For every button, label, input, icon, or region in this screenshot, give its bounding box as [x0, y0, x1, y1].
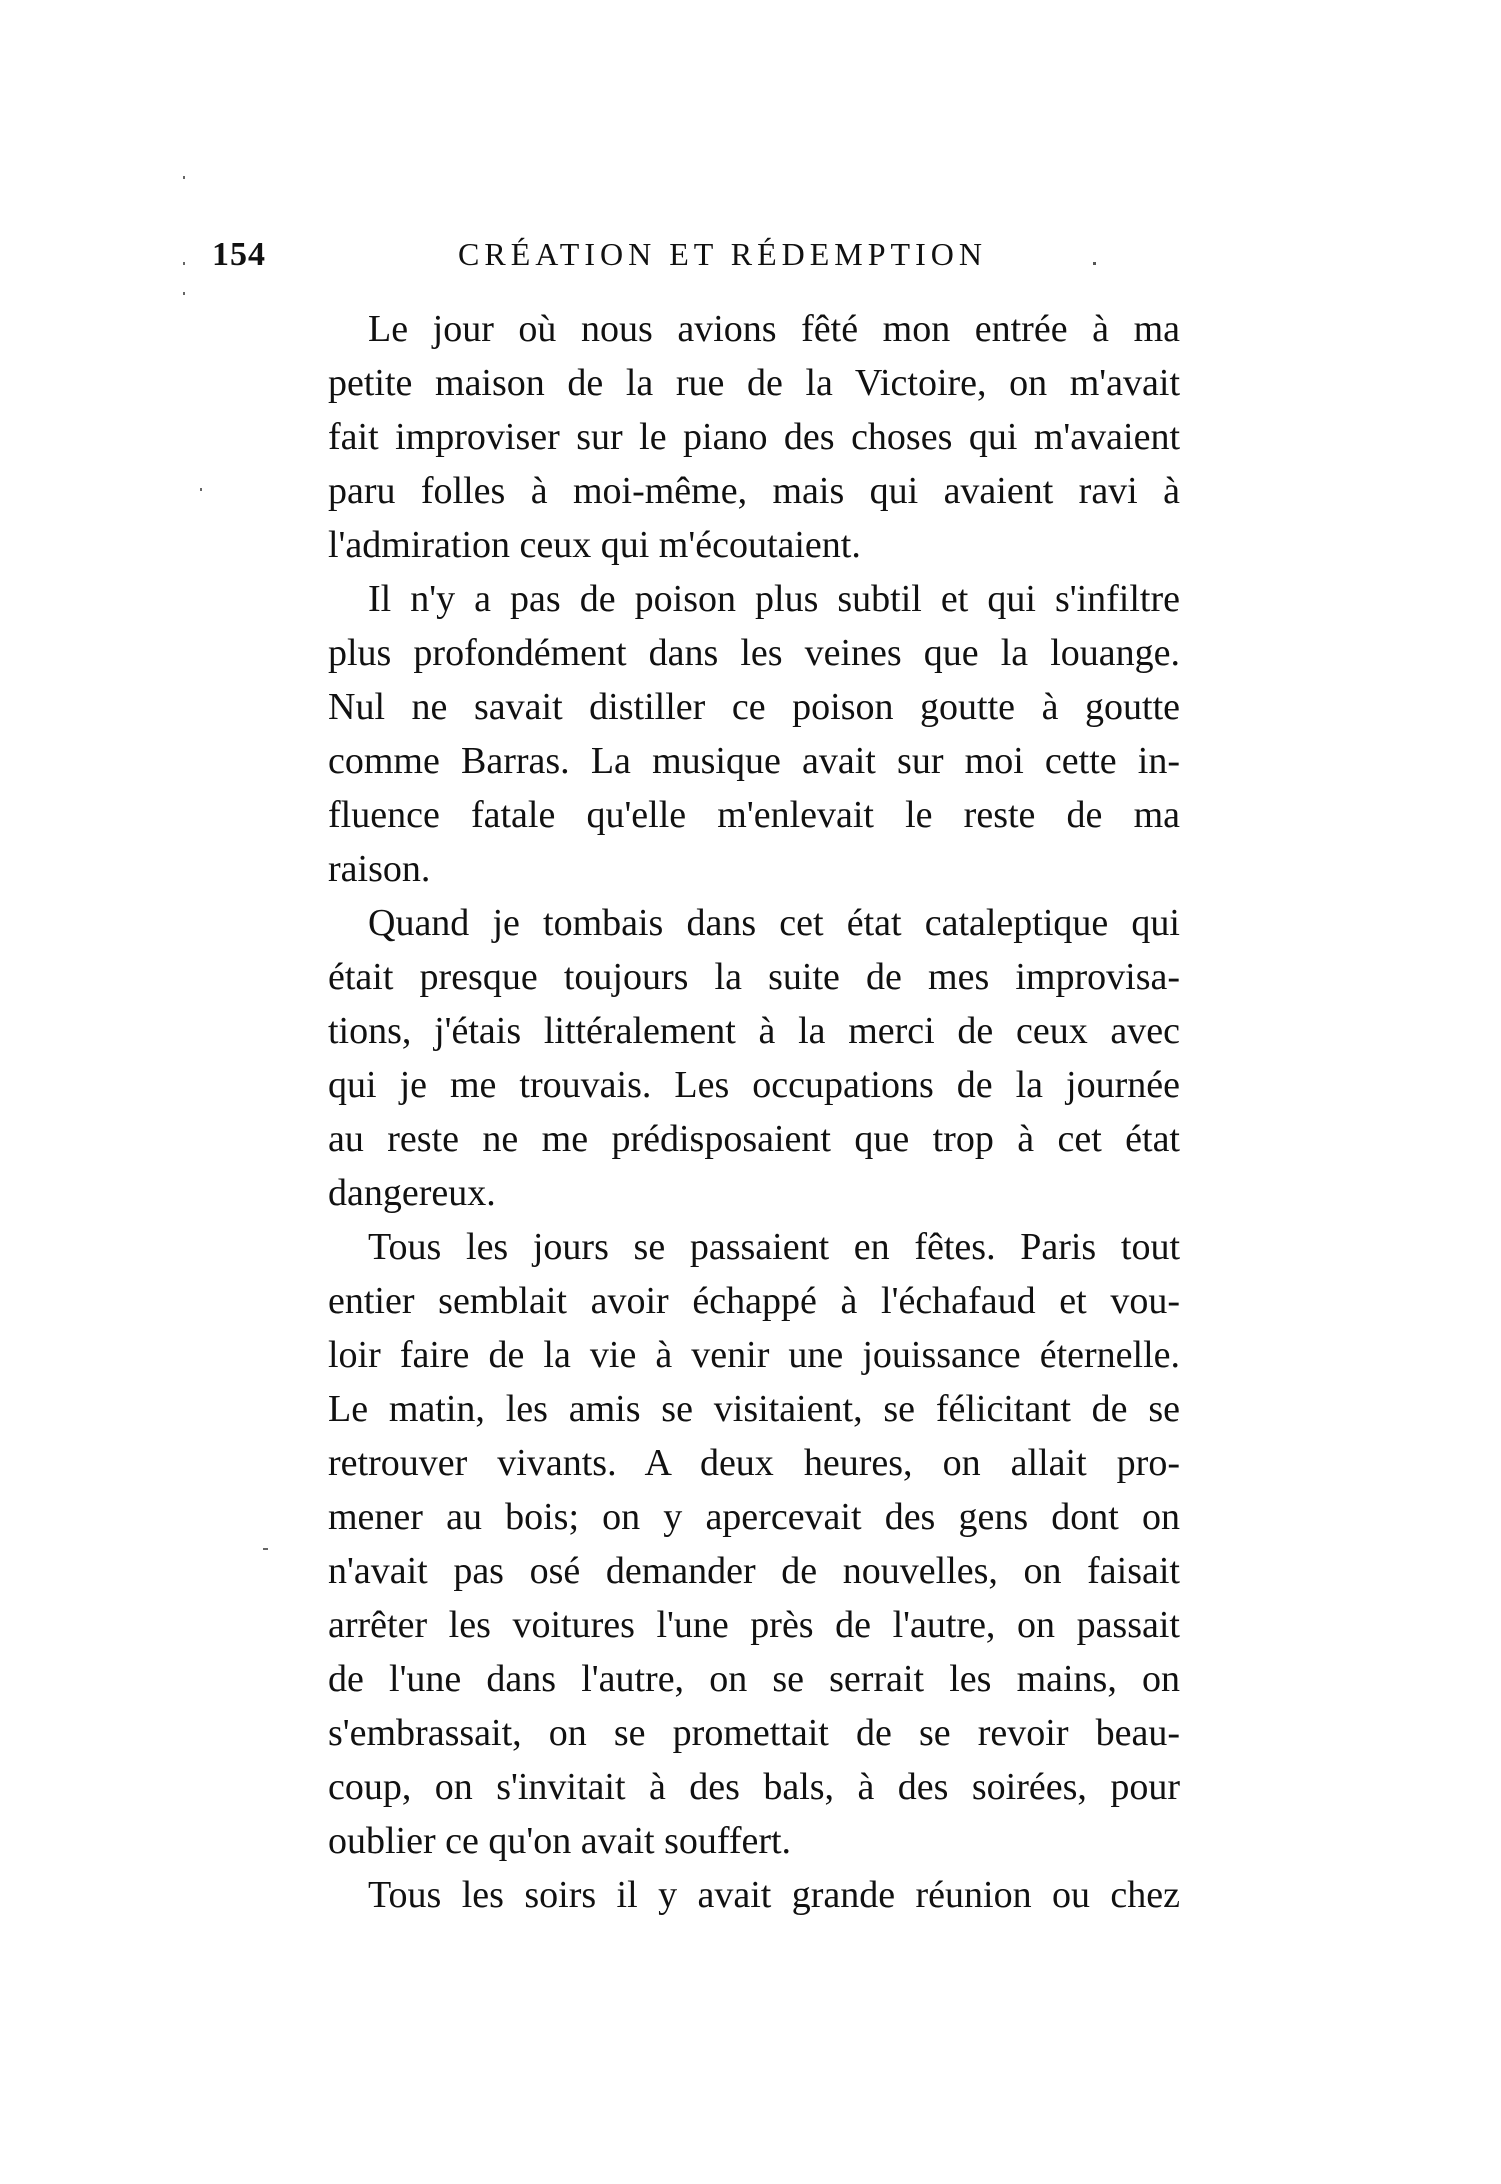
paragraph: [328, 896, 1180, 1220]
text-line: entier semblait avoir échappé à l'échafaud et vou-: [328, 1280, 1180, 1322]
text-line: coup, on s'invitait à des bals, à des soirées, pour: [328, 1766, 1180, 1808]
running-title: CRÉATION ET RÉDEMPTION: [458, 236, 987, 272]
text-line: qui je me trouvais. Les occupations de la journée: [328, 1064, 1180, 1106]
text-line: était presque toujours la suite de mes improvisa-: [328, 956, 1180, 998]
paragraph: [328, 572, 1180, 896]
text-line: fluence fatale qu'elle m'enlevait le reste de ma: [328, 794, 1180, 836]
text-line: Il n'y a pas de poison plus subtil et qui s'infiltre: [368, 578, 1180, 620]
text-line: Le matin, les amis se visitaient, se félicitant de se: [328, 1388, 1180, 1430]
text-line: Le jour où nous avions fêté mon entrée à ma: [368, 308, 1180, 350]
text-line: au reste ne me prédisposaient que trop à cet état: [328, 1118, 1180, 1160]
text-line: tions, j'étais littéralement à la merci de ceux avec: [328, 1010, 1180, 1052]
text-line: plus profondément dans les veines que la louange.: [328, 632, 1180, 674]
ink-speck: [183, 176, 185, 179]
page-number: 154: [212, 236, 266, 273]
text-line: loir faire de la vie à venir une jouissance éternelle.: [328, 1334, 1180, 1376]
paragraph: [328, 1868, 1180, 1922]
ink-speck: [1093, 262, 1096, 265]
text-line: de l'une dans l'autre, on se serrait les mains, on: [328, 1658, 1180, 1700]
ink-speck: [183, 262, 185, 265]
text-line: Nul ne savait distiller ce poison goutte à goutte: [328, 686, 1180, 728]
text-line: s'embrassait, on se promettait de se revoir beau-: [328, 1712, 1180, 1754]
text-line: raison.: [328, 848, 431, 890]
text-line: dangereux.: [328, 1172, 496, 1214]
text-line: paru folles à moi-même, mais qui avaient ravi à: [328, 470, 1180, 512]
body-text: [328, 302, 1180, 1922]
ink-speck: [183, 292, 185, 295]
text-line: n'avait pas osé demander de nouvelles, on faisait: [328, 1550, 1180, 1592]
text-line: petite maison de la rue de la Victoire, on m'avait: [328, 362, 1180, 404]
text-line: l'admiration ceux qui m'écoutaient.: [328, 524, 861, 566]
text-line: Tous les jours se passaient en fêtes. Paris tout: [368, 1226, 1180, 1268]
text-line: oublier ce qu'on avait souffert.: [328, 1820, 792, 1862]
ink-speck: [263, 1548, 268, 1550]
text-line: fait improviser sur le piano des choses qui m'avaient: [328, 416, 1180, 458]
text-line: arrêter les voitures l'une près de l'autre, on passait: [328, 1604, 1180, 1646]
text-line: Tous les soirs il y avait grande réunion ou chez: [368, 1874, 1180, 1916]
text-line: comme Barras. La musique avait sur moi cette in-: [328, 740, 1180, 782]
text-line: mener au bois; on y apercevait des gens dont on: [328, 1496, 1180, 1538]
paragraph: [328, 1220, 1180, 1868]
text-line: retrouver vivants. A deux heures, on allait pro-: [328, 1442, 1180, 1484]
paragraph: [328, 302, 1180, 572]
text-line: Quand je tombais dans cet état cataleptique qui: [368, 902, 1180, 944]
ink-speck: [200, 488, 202, 491]
